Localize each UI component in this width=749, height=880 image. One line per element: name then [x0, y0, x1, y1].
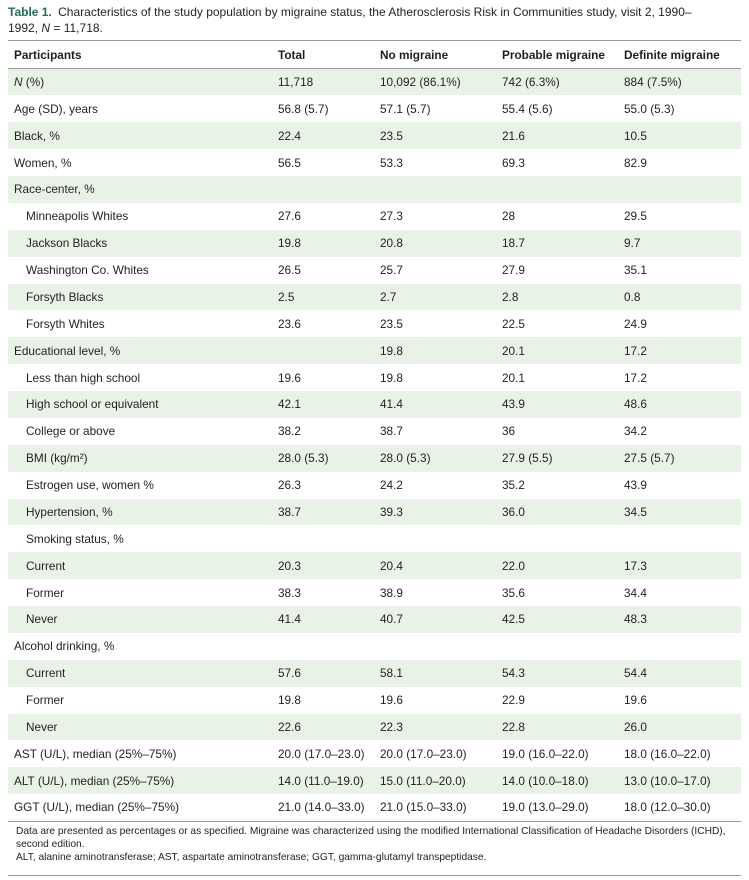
cell-definite-migraine: 17.3 — [624, 558, 647, 573]
cell-total: 23.6 — [278, 316, 301, 331]
table-row — [8, 418, 741, 445]
cell-total: 19.8 — [278, 236, 301, 251]
table-footnote — [8, 818, 741, 864]
cell-probable-migraine: 36.0 — [502, 504, 525, 519]
header-total: Total — [272, 41, 374, 69]
cell-definite-migraine: 48.3 — [624, 612, 647, 627]
cell-probable-migraine: 2.8 — [502, 289, 519, 304]
row-label: Women, % — [14, 155, 72, 170]
cell-total — [272, 337, 374, 364]
row-label: Washington Co. Whites — [26, 263, 149, 278]
row-label: Age (SD), years — [14, 101, 98, 116]
row-label: Hypertension, % — [26, 504, 113, 519]
cell-no-migraine: 40.7 — [380, 612, 403, 627]
cell-definite-migraine: 17.2 — [624, 343, 647, 358]
table-row — [8, 69, 741, 96]
table-row — [8, 257, 741, 284]
header-probable-migraine: Probable migraine — [496, 41, 618, 69]
cell-no-migraine: 19.8 — [380, 343, 403, 358]
cell-probable-migraine: 28 — [502, 209, 516, 224]
row-label: Black, % — [14, 128, 60, 143]
caption-text-2-rest: = 11,718. — [50, 21, 103, 35]
table-row — [8, 767, 741, 794]
row-label: Alcohol drinking, % — [14, 639, 115, 654]
cell-probable-migraine: 36 — [502, 424, 516, 439]
cell-probable-migraine: 19.0 (13.0–29.0) — [496, 794, 618, 821]
header-participants: Participants — [8, 41, 272, 69]
cell-probable-migraine: 55.4 (5.6) — [502, 101, 553, 116]
footnote-data-note: Data are presented as percentages or as specified. Migraine was characterized using the modified International Classification of Headache Disorders (ICHD), second edition. — [16, 826, 726, 850]
cell-total: 28.0 (5.3) — [278, 451, 329, 466]
cell-total: 38.2 — [278, 424, 301, 439]
cell-total: 11,718 — [278, 75, 314, 90]
row-label: ALT (U/L), median (25%–75%) — [14, 773, 175, 788]
cell-total: 22.4 — [278, 128, 301, 143]
cell-definite-migraine: 10.5 — [624, 128, 647, 143]
cell-definite-migraine: 29.5 — [624, 209, 647, 224]
cell-probable-migraine — [496, 633, 618, 660]
bottom-rule — [8, 875, 741, 876]
cell-total: 27.6 — [278, 209, 301, 224]
caption-n-variable: N — [41, 21, 51, 35]
cell-no-migraine: 20.8 — [380, 236, 403, 251]
row-label: GGT (U/L), median (25%–75%) — [8, 794, 272, 821]
cell-definite-migraine — [618, 633, 741, 660]
cell-total: 26.3 — [278, 478, 301, 493]
cell-no-migraine — [374, 176, 496, 203]
cell-no-migraine — [374, 633, 496, 660]
row-label: Race-center, % — [14, 182, 95, 197]
cell-definite-migraine: 24.9 — [624, 316, 647, 331]
cell-probable-migraine: 22.8 — [502, 719, 525, 734]
cell-total: 21.0 (14.0–33.0) — [272, 794, 374, 821]
cell-total — [272, 525, 374, 552]
row-label: Former — [26, 585, 65, 600]
footnote-abbreviations: ALT, alanine aminotransferase; AST, aspartate aminotransferase; GGT, gamma-glutamyl transpeptidase. — [16, 852, 487, 863]
cell-probable-migraine: 35.6 — [502, 585, 525, 600]
cell-no-migraine — [374, 525, 496, 552]
table-row — [8, 660, 741, 687]
cell-no-migraine: 57.1 (5.7) — [380, 101, 431, 116]
cell-probable-migraine: 19.0 (16.0–22.0) — [502, 746, 589, 761]
row-label: Never — [26, 612, 58, 627]
row-label: Current — [26, 666, 66, 681]
cell-no-migraine: 22.3 — [380, 719, 403, 734]
cell-probable-migraine: 20.1 — [502, 370, 525, 385]
cell-probable-migraine: 27.9 — [502, 263, 525, 278]
cell-no-migraine: 2.7 — [380, 289, 397, 304]
cell-no-migraine: 15.0 (11.0–20.0) — [380, 773, 466, 788]
header-definite-migraine: Definite migraine — [618, 41, 741, 69]
cell-definite-migraine: 13.0 (10.0–17.0) — [624, 773, 711, 788]
row-label: Smoking status, % — [26, 531, 124, 546]
cell-total — [272, 176, 374, 203]
cell-definite-migraine: 35.1 — [624, 263, 647, 278]
cell-no-migraine: 41.4 — [380, 397, 403, 412]
cell-probable-migraine — [496, 176, 618, 203]
table-row — [8, 337, 741, 364]
table-row — [8, 579, 741, 606]
table-row — [8, 391, 741, 418]
cell-total — [272, 633, 374, 660]
cell-total: 2.5 — [278, 289, 295, 304]
table-row — [8, 740, 741, 767]
row-label: College or above — [26, 424, 116, 439]
row-label: Jackson Blacks — [26, 236, 108, 251]
row-label: BMI (kg/m²) — [26, 451, 88, 466]
cell-no-migraine: 20.4 — [380, 558, 403, 573]
cell-no-migraine: 58.1 — [380, 666, 403, 681]
cell-total: 57.6 — [278, 666, 301, 681]
cell-total: 14.0 (11.0–19.0) — [278, 773, 364, 788]
cell-no-migraine: 23.5 — [380, 316, 403, 331]
cell-definite-migraine — [618, 176, 741, 203]
caption-text: Characteristics of the study population by migraine status, the Atherosclerosis Risk in Communities study, visit 2, 1990– — [58, 5, 692, 19]
row-label: Less than high school — [26, 370, 141, 385]
cell-total: 20.3 — [278, 558, 301, 573]
cell-no-migraine: 21.0 (15.0–33.0) — [374, 794, 496, 821]
cell-total: 19.8 — [278, 693, 301, 708]
cell-probable-migraine — [496, 525, 618, 552]
cell-definite-migraine: 0.8 — [624, 289, 641, 304]
cell-probable-migraine: 742 (6.3%) — [502, 75, 560, 90]
cell-definite-migraine: 48.6 — [624, 397, 647, 412]
row-label: Minneapolis Whites — [26, 209, 129, 224]
header-no-migraine: No migraine — [374, 41, 496, 69]
cell-definite-migraine: 34.2 — [624, 424, 647, 439]
table-body — [8, 69, 741, 822]
cell-total: 41.4 — [278, 612, 301, 627]
cell-total: 38.7 — [278, 504, 301, 519]
table-row — [8, 687, 741, 714]
cell-no-migraine: 25.7 — [380, 263, 403, 278]
cell-definite-migraine: 34.4 — [624, 585, 647, 600]
cell-total: 38.3 — [278, 585, 301, 600]
cell-probable-migraine: 22.9 — [502, 693, 525, 708]
caption-label: Table 1. — [8, 5, 52, 19]
cell-probable-migraine: 54.3 — [502, 666, 525, 681]
cell-no-migraine: 38.7 — [380, 424, 403, 439]
cell-probable-migraine: 35.2 — [502, 478, 525, 493]
cell-no-migraine: 19.8 — [380, 370, 403, 385]
table-row — [8, 230, 741, 257]
cell-definite-migraine: 9.7 — [624, 236, 641, 251]
table-caption — [8, 4, 743, 36]
row-label: Forsyth Blacks — [26, 289, 104, 304]
cell-definite-migraine: 18.0 (12.0–30.0) — [618, 794, 741, 821]
table-row — [8, 794, 741, 821]
table-row — [8, 203, 741, 230]
cell-definite-migraine: 43.9 — [624, 478, 647, 493]
table-row — [8, 472, 741, 499]
cell-probable-migraine: 22.5 — [502, 316, 525, 331]
cell-definite-migraine: 27.5 (5.7) — [624, 451, 675, 466]
row-label: High school or equivalent — [26, 397, 159, 412]
row-label-n: N — [14, 75, 23, 90]
cell-probable-migraine: 20.1 — [502, 343, 525, 358]
cell-no-migraine: 53.3 — [380, 155, 403, 170]
cell-total: 56.8 (5.7) — [278, 101, 329, 116]
table-row — [8, 95, 741, 122]
table-row — [8, 364, 741, 391]
cell-probable-migraine: 21.6 — [502, 128, 525, 143]
cell-total: 19.6 — [278, 370, 301, 385]
table-row — [8, 525, 741, 552]
row-label: Current — [26, 558, 66, 573]
cell-probable-migraine: 22.0 — [502, 558, 525, 573]
cell-probable-migraine: 18.7 — [502, 236, 525, 251]
cell-probable-migraine: 27.9 (5.5) — [502, 451, 553, 466]
cell-total: 26.5 — [278, 263, 301, 278]
cell-probable-migraine: 42.5 — [502, 612, 525, 627]
row-label: Former — [26, 693, 65, 708]
table-row — [8, 714, 741, 741]
table-row — [8, 552, 741, 579]
cell-no-migraine: 39.3 — [380, 504, 403, 519]
cell-definite-migraine: 55.0 (5.3) — [624, 101, 675, 116]
cell-probable-migraine: 69.3 — [502, 155, 525, 170]
cell-total: 20.0 (17.0–23.0) — [278, 746, 365, 761]
cell-definite-migraine: 18.0 (16.0–22.0) — [624, 746, 711, 761]
cell-no-migraine: 28.0 (5.3) — [380, 451, 431, 466]
row-label: AST (U/L), median (25%–75%) — [14, 746, 177, 761]
row-label: Estrogen use, women % — [26, 478, 154, 493]
cell-probable-migraine: 14.0 (10.0–18.0) — [502, 773, 589, 788]
cell-probable-migraine: 43.9 — [502, 397, 525, 412]
cell-definite-migraine: 26.0 — [624, 719, 647, 734]
table-row — [8, 633, 741, 660]
cell-no-migraine: 19.6 — [380, 693, 403, 708]
row-label: Forsyth Whites — [26, 316, 105, 331]
table-row — [8, 445, 741, 472]
characteristics-table — [8, 40, 741, 822]
cell-definite-migraine: 54.4 — [624, 666, 647, 681]
cell-total: 56.5 — [278, 155, 301, 170]
table-row — [8, 310, 741, 337]
cell-total: 42.1 — [278, 397, 301, 412]
cell-no-migraine: 24.2 — [380, 478, 403, 493]
cell-no-migraine: 27.3 — [380, 209, 403, 224]
cell-no-migraine: 20.0 (17.0–23.0) — [380, 746, 467, 761]
cell-no-migraine: 10,092 (86.1%) — [380, 75, 461, 90]
table-row — [8, 606, 741, 633]
cell-definite-migraine — [618, 525, 741, 552]
row-label: N (%) — [14, 75, 45, 90]
table-row — [8, 149, 741, 176]
table-row — [8, 499, 741, 526]
table-row — [8, 122, 741, 149]
header-row — [8, 41, 741, 69]
cell-definite-migraine: 17.2 — [624, 370, 647, 385]
cell-no-migraine: 38.9 — [380, 585, 403, 600]
table-row — [8, 284, 741, 311]
cell-definite-migraine: 19.6 — [624, 693, 647, 708]
cell-no-migraine: 23.5 — [380, 128, 403, 143]
row-label: Educational level, % — [14, 343, 121, 358]
cell-definite-migraine: 884 (7.5%) — [624, 75, 682, 90]
cell-total: 22.6 — [278, 719, 301, 734]
row-label: Never — [26, 719, 58, 734]
table-row — [8, 176, 741, 203]
caption-text-2-prefix: 1992, — [8, 21, 42, 35]
cell-definite-migraine: 34.5 — [624, 504, 647, 519]
cell-definite-migraine: 82.9 — [624, 155, 647, 170]
